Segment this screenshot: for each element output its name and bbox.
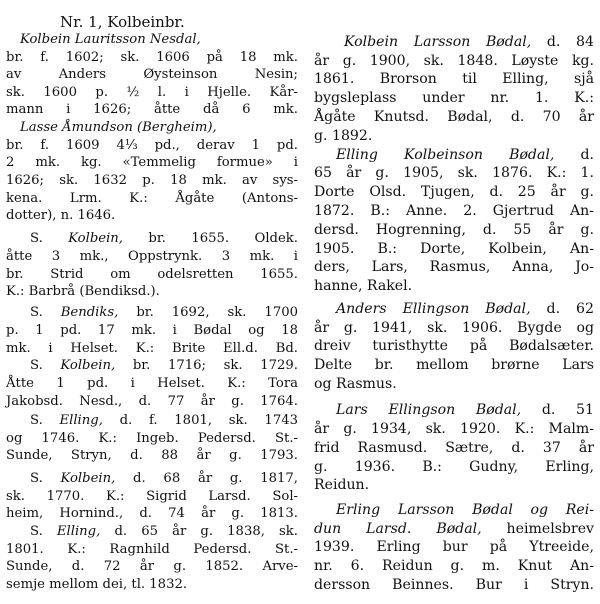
text-line: [6, 393, 298, 411]
text-segment: br. 1655. Oldek.: [123, 231, 298, 246]
text-line: [6, 119, 298, 137]
text-line: [314, 557, 594, 576]
italic-name: Elling Kolbeinson Bødal,: [336, 147, 555, 163]
text-line: [314, 439, 594, 458]
text-segment: Jakobsd. Nesd., d. 77 år g. 1764.: [6, 394, 298, 409]
text-segment: heimelsbrev: [481, 521, 594, 537]
text-line: [6, 137, 298, 155]
text-segment: S.: [30, 231, 69, 246]
text-line: [314, 576, 594, 595]
italic-name: Lars Ellingson Bødal,: [336, 402, 522, 418]
text-segment: br. Strid om odelsretten 1655.: [6, 267, 298, 282]
text-segment: br. f. 1609 4⅓ pd., derav 1 pd.: [6, 138, 298, 153]
text-segment: p. 1 pd. 17 mk. i Bødal og 18: [6, 323, 298, 338]
text-line: [314, 476, 594, 495]
text-line: [314, 108, 594, 127]
text-line: [6, 357, 298, 375]
text-line: [6, 576, 298, 594]
text-line: [6, 304, 298, 322]
page-header: Nr. 1, Kolbeinbr.: [60, 13, 185, 31]
text-line: [314, 221, 594, 240]
text-segment: Delte br. mellom brørne Lars: [314, 357, 594, 373]
italic-name: Anders Ellingson Bødal,: [336, 301, 531, 317]
text-segment: 1861. Brorson til Elling, sjå: [314, 71, 594, 87]
text-line: [6, 340, 298, 358]
text-segment: d. 68 år g. 1817,: [115, 471, 298, 486]
text-segment: d. 84: [531, 34, 594, 50]
text-segment: dersd. Hogrenning, d. 55 år g.: [314, 222, 594, 238]
text-segment: 1801. K.: Ragnhild Pedersd. St.-: [6, 542, 298, 557]
text-segment: 1872. B.: Anne. 2. Gjertrud An-: [314, 203, 594, 219]
text-segment: semje mellom dei, tl. 1832.: [6, 577, 188, 592]
text-segment: 1905. B.: Dorte, Kolbein, An-: [314, 241, 594, 257]
text-segment: frid Rasmusd. Sætre, d. 37 år: [314, 440, 594, 456]
text-line: [314, 202, 594, 221]
text-line: [6, 154, 298, 172]
text-line: [6, 84, 298, 102]
text-line: [314, 501, 594, 520]
text-line: [6, 207, 298, 225]
text-segment: år g. 1934, sk. 1920. K.: Malm-: [314, 421, 594, 437]
text-line: [314, 300, 594, 319]
text-segment: Reidun.: [314, 477, 370, 493]
text-segment: kena. Lrm. K.: Ågåte (Antons-: [6, 191, 298, 206]
text-line: [314, 538, 594, 557]
text-line: [314, 89, 594, 108]
text-segment: dreiv turisthytte på Bødalsæter.: [314, 338, 594, 354]
text-segment: Dorte Olsd. Tjugen, d. 25 år g.: [314, 184, 594, 200]
text-line: [6, 283, 298, 301]
text-segment: br. f. 1602; sk. 1606 på 18 mk.: [6, 50, 298, 65]
text-line: [6, 488, 298, 506]
text-line: [314, 33, 594, 52]
text-line: [314, 258, 594, 277]
text-line: [6, 558, 298, 576]
text-segment: K.: Barbrå (Bendiksd.).: [6, 284, 160, 299]
text-line: [6, 412, 298, 430]
text-segment: g. 1892.: [314, 128, 373, 144]
text-segment: Sunde, Stryn, d. 88 år g. 1793.: [6, 448, 298, 463]
text-segment: og 1746. K.: Ingeb. Pedersd. St.-: [6, 431, 298, 446]
text-segment: mann i 1626; åtte då 6 mk.: [6, 102, 298, 117]
text-line: [6, 172, 298, 190]
text-segment: år g. 1941, sk. 1906. Bygde og: [314, 320, 594, 336]
text-line: [314, 52, 594, 71]
text-segment: S.: [30, 524, 57, 539]
text-segment: 65 år g. 1905, sk. 1876. K.: 1.: [314, 165, 594, 181]
text-line: [6, 322, 298, 340]
italic-name: Kolbein Larsson Bødal,: [344, 34, 532, 50]
text-segment: 2 mk. kg. «Temmelig formue» i: [6, 155, 298, 170]
text-line: [6, 430, 298, 448]
text-line: [6, 31, 298, 49]
text-segment: Ågåte Knutsd. Bødal, d. 70 år: [314, 109, 594, 125]
italic-name: dun Larsd. Bødal,: [314, 521, 482, 537]
text-line: [6, 375, 298, 393]
text-line: [314, 458, 594, 477]
text-line: [314, 277, 594, 296]
text-segment: d. 65 år g. 1838, sk.: [100, 524, 298, 539]
text-segment: S.: [30, 413, 60, 428]
text-segment: d.: [554, 147, 594, 163]
text-line: [314, 164, 594, 183]
text-line: [6, 470, 298, 488]
text-segment: Åtte 1 pd. i Helset. K.: Tora: [6, 376, 298, 391]
text-segment: S.: [30, 358, 61, 373]
italic-name: Kolbein,: [68, 231, 123, 246]
text-line: [314, 70, 594, 89]
text-line: [6, 523, 298, 541]
text-line: [314, 520, 594, 539]
text-line: [6, 248, 298, 266]
text-segment: åtte 3 mk., Oppstrynk. 3 mk. i: [6, 249, 298, 264]
text-segment: mk. i Helset. K.: Brite Ell.d. Bd.: [6, 341, 298, 356]
text-segment: av Anders Øysteinson Nesin;: [6, 67, 298, 82]
text-line: [314, 319, 594, 338]
text-segment: d. 62: [530, 301, 594, 317]
text-segment: g. 1936. B.: Gudny, Erling,: [314, 459, 594, 475]
text-segment: bygsleplass under nr. 1. K.:: [314, 90, 594, 106]
text-segment: Sunde, d. 72 år g. 1852. Arve-: [6, 559, 298, 574]
text-segment: br. 1716; sk. 1729.: [115, 358, 298, 373]
text-line: [314, 356, 594, 375]
text-line: [314, 146, 594, 165]
italic-name: Elling,: [59, 413, 103, 428]
text-line: [314, 375, 594, 394]
text-segment: og Rasmus.: [314, 376, 397, 392]
text-segment: d. 51: [521, 402, 594, 418]
text-line: [314, 183, 594, 202]
italic-name: Erling Larsson Bødal og Rei-: [336, 502, 594, 518]
text-segment: hanne, Rakel.: [314, 278, 413, 294]
text-segment: dersson Beinnes. Bur i Stryn.: [314, 577, 594, 593]
text-segment: sk. 1600 p. ½ l. i Hjelle. Kår-: [6, 85, 298, 100]
text-line: [6, 266, 298, 284]
text-segment: S.: [30, 305, 61, 320]
text-line: [314, 401, 594, 420]
text-line: [6, 447, 298, 465]
italic-name: Kolbein Lauritsson Nesdal,: [20, 32, 201, 47]
italic-name: Kolbein,: [60, 358, 116, 373]
text-line: [6, 230, 298, 248]
text-line: [6, 505, 298, 523]
text-line: [6, 49, 298, 67]
text-segment: ders, Lars, Rasmus, Anna, Jo-: [314, 259, 594, 275]
text-segment: år g. 1900, sk. 1848. Løyste kg.: [314, 53, 594, 69]
text-line: [6, 541, 298, 559]
text-line: [6, 101, 298, 119]
text-line: [314, 127, 594, 146]
text-segment: br. 1692, sk. 1700: [118, 305, 298, 320]
text-line: [6, 190, 298, 208]
text-line: [314, 420, 594, 439]
text-line: [314, 337, 594, 356]
text-segment: heim, Hornind., d. 74 år g. 1813.: [6, 506, 298, 521]
text-segment: nr. 6. Reidun g. m. Knut An-: [314, 558, 594, 574]
italic-name: Bendiks,: [60, 305, 119, 320]
text-segment: S.: [30, 471, 61, 486]
text-segment: dotter), n. 1646.: [6, 208, 116, 223]
italic-name: Kolbein,: [60, 471, 116, 486]
text-segment: 1626; sk. 1632 p. 18 mk. av sys-: [6, 173, 298, 188]
text-line: [314, 240, 594, 259]
text-line: [6, 66, 298, 84]
text-segment: d. f. 1801, sk. 1743: [102, 413, 298, 428]
italic-name: Lasse Åmundson (Bergheim),: [20, 120, 217, 135]
text-segment: 1939. Erling bur på Ytreeide,: [314, 539, 594, 555]
italic-name: Elling,: [56, 524, 101, 539]
text-segment: sk. 1770. K.: Sigrid Larsd. Sol-: [6, 489, 298, 504]
